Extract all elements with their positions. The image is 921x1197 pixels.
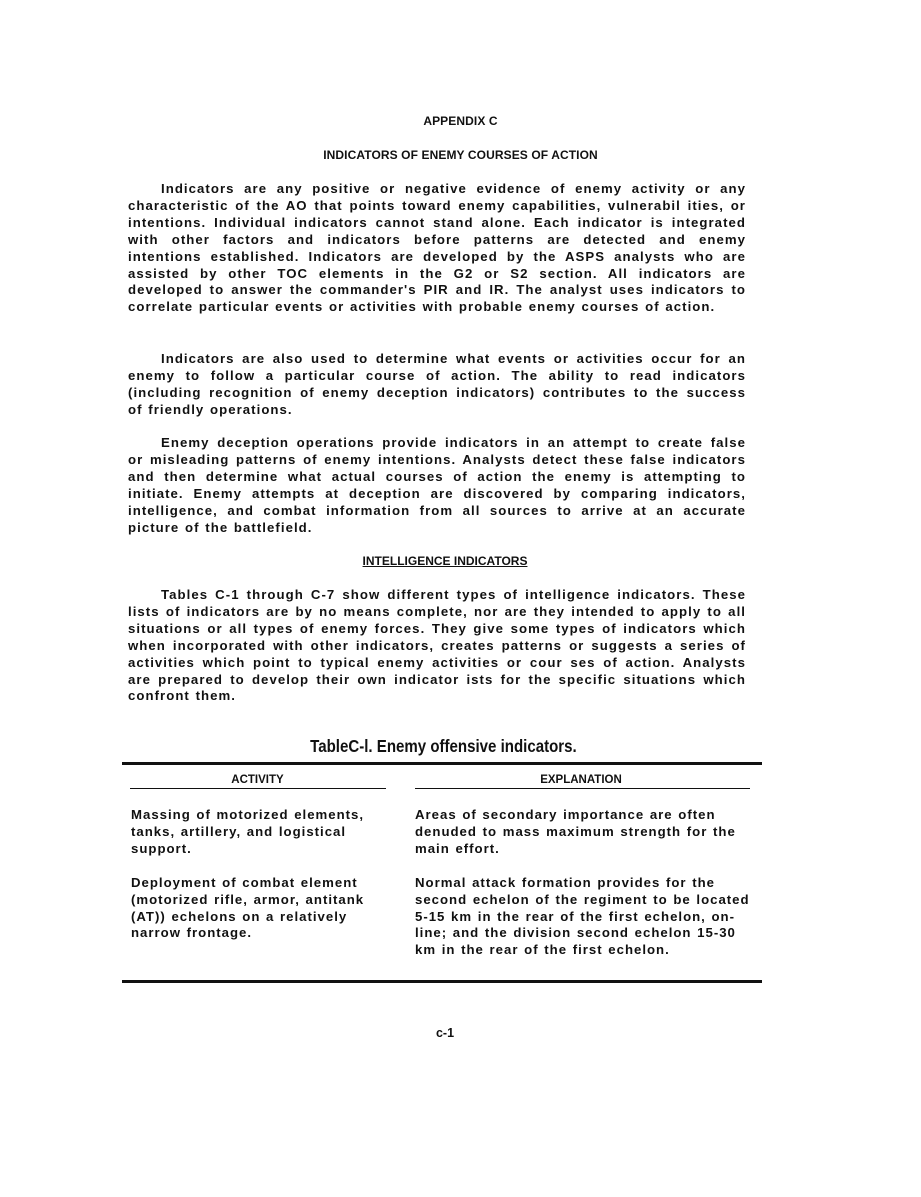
column-header-explanation: EXPLANATION xyxy=(540,774,622,786)
table-bottom-rule xyxy=(122,980,762,983)
paragraph-3 xyxy=(128,435,746,536)
activity-cell: Massing of motorized elements, tanks, artillery, and logistical support. xyxy=(131,807,365,856)
table-title: TableC-l. Enemy offensive indicators. xyxy=(310,736,577,756)
section-heading-text: INTELLIGENCE INDICATORS xyxy=(362,554,528,568)
paragraph-text: Enemy deception operations provide indicators in an attempt to create false or misleading patterns of enemy intentions. Analysts detect these false indicators and then determine what actual courses of action the enemy is attempting to initiate. Enemy attempts at deception are discovered by comparing indicators, intelligence, and combat information from all sources to arrive at an accurate picture of the battlefield. xyxy=(128,435,746,535)
activity-header-rule xyxy=(130,788,386,789)
explanation-header-rule xyxy=(415,788,750,789)
paragraph-text: Tables C-1 through C-7 show different types of intelligence indicators. These lists of indicators are by no means complete, nor are they intended to apply to all situations or all types of enemy forces. They give some types of indicators which when incorporated with other indicators, creates patterns or suggests a series of activities which point to typical enemy activities or cour ses of action. Analysts are prepared to develop their own indicator ists for the specific situations which confront them. xyxy=(128,587,746,704)
table-top-rule xyxy=(122,762,762,765)
page-number: c-1 xyxy=(435,1026,455,1040)
explanation-cell: Areas of secondary importance are often denuded to mass maximum strength for the main effort. xyxy=(415,807,736,856)
activity-cell: Deployment of combat element (motorized rifle, armor, antitank (AT)) echelons on a relatively narrow frontage. xyxy=(131,875,365,941)
paragraph-4 xyxy=(128,587,746,705)
page-title: INDICATORS OF ENEMY COURSES OF ACTION xyxy=(323,148,598,162)
paragraph-1 xyxy=(128,181,746,316)
explanation-cell: Normal attack formation provides for the second echelon of the regiment to be located 5-15 km in the rear of the first echelon, on-line; and the division second echelon 15-30 km in the rear of the first echelon. xyxy=(415,875,750,958)
appendix-label: APPENDIX C xyxy=(423,114,498,128)
paragraph-2 xyxy=(128,351,746,419)
paragraph-text: Indicators are also used to determine what events or activities occur for an enemy to follow a particular course of action. The ability to read indicators (including recognition of enemy deception indicators) contributes to the success of friendly operations. xyxy=(128,351,746,417)
column-header-activity: ACTIVITY xyxy=(231,774,284,786)
section-heading xyxy=(0,554,890,568)
paragraph-text: Indicators are any positive or negative evidence of enemy activity or any characteristic of the AO that points toward enemy capabilities, vulnerabil ities, or intentions. Individual indicators cannot stand alone. Each indicator is integrated with other factors and indicators before patterns are detected and enemy intentions established. Indicators are developed by the ASPS analysts who are assisted by other TOC elements in the G2 or S2 section. All indicators are developed to answer the commander's PIR and IR. The analyst uses indicators to correlate particular events or activities with probable enemy courses of action. xyxy=(128,181,746,315)
